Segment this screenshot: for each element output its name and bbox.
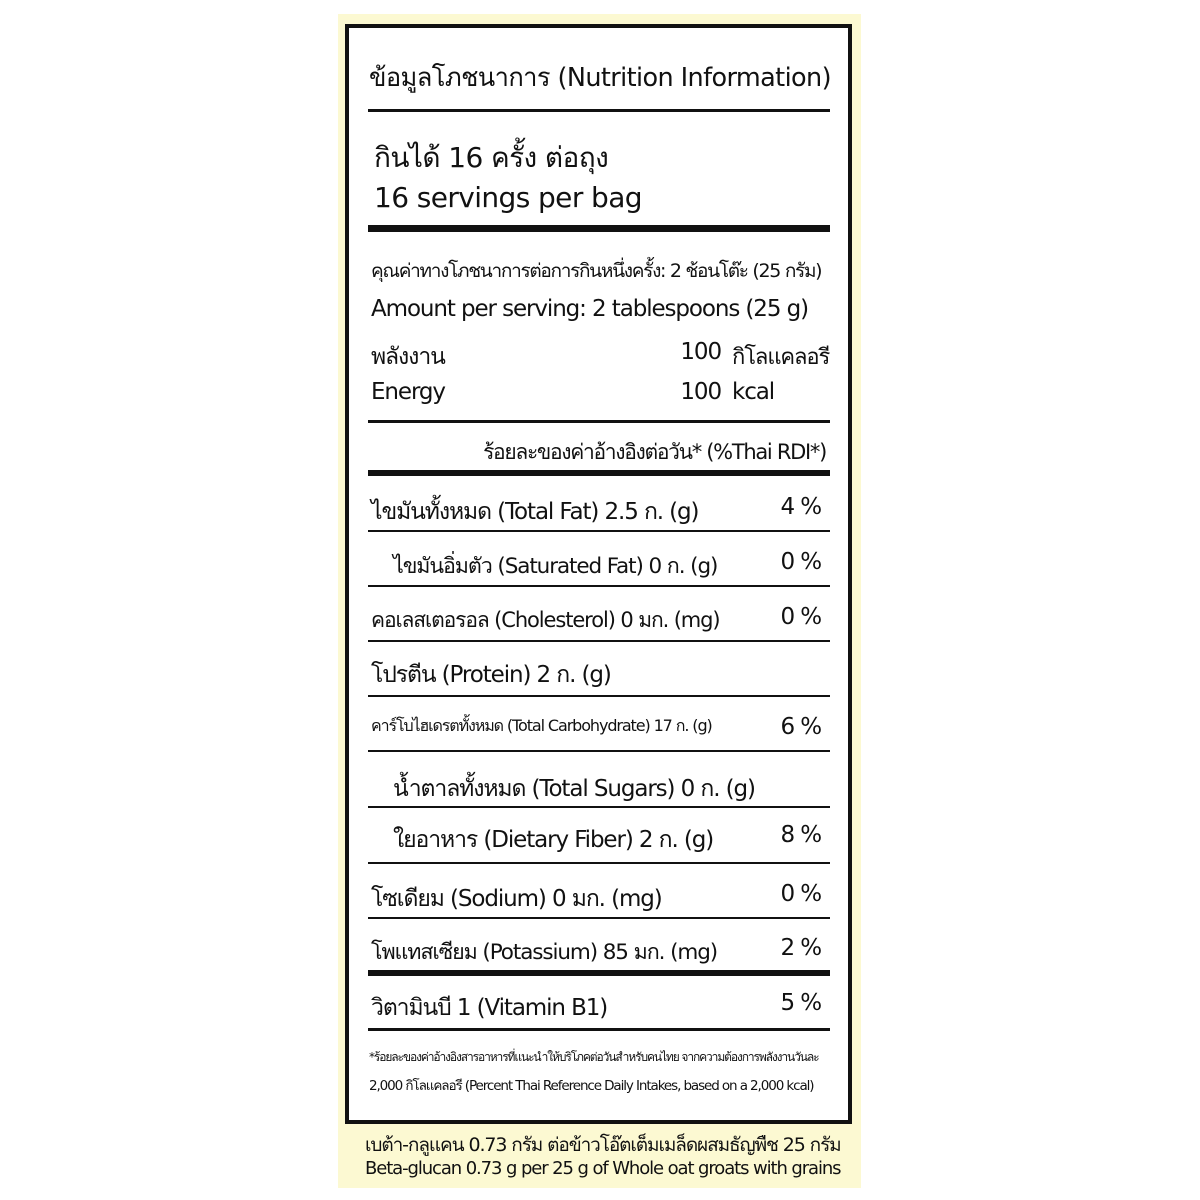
divider: [368, 806, 830, 808]
divider: [368, 695, 830, 697]
percent-dietary-fiber: 8 %: [780, 822, 821, 848]
servings-per-bag-th: กินได้ 16 ครั้ง ต่อถุง: [374, 141, 609, 174]
divider: [368, 640, 830, 642]
panel-title: ข้อมูลโภชนาการ (Nutrition Information): [369, 63, 831, 93]
divider: [368, 750, 830, 752]
energy-label-th: พลังงาน: [371, 344, 445, 370]
footnote-line-1: *ร้อยละของค่าอ้างอิงสารอาหารที่แนะนำให้บริโภคต่อวันสำหรับคนไทย จากความต้องการพลังงานวันละ: [369, 1050, 819, 1064]
percent-cholesterol: 0 %: [780, 604, 821, 630]
nutrient-potassium: โพแทสเซียม (Potassium) 85 มก. (mg): [371, 940, 718, 965]
beta-glucan-en: Beta-glucan 0.73 g per 25 g of Whole oat groats with grains: [365, 1158, 841, 1179]
percent-vitamin-b1: 5 %: [780, 990, 821, 1016]
energy-unit-th: กิโลแคลอรี: [732, 345, 830, 370]
divider: [368, 1028, 830, 1031]
divider: [368, 530, 830, 532]
divider: [368, 917, 830, 919]
divider: [368, 862, 830, 864]
serving-size-th: คุณค่าทางโภชนาการต่อการกินหนึ่งครั้ง: 2 ช้อนโต๊ะ (25 กรัม): [371, 260, 822, 282]
energy-unit-en: kcal: [732, 379, 775, 405]
energy-label-en: Energy: [371, 379, 445, 405]
beta-glucan-th: เบต้า-กลูแคน 0.73 กรัม ต่อข้าวโอ๊ตเต็มเมล็ดผสมธัญพืช 25 กรัม: [365, 1134, 841, 1156]
footnote-line-2: 2,000 กิโลแคลอรี (Percent Thai Reference Daily Intakes, based on a 2,000 kcal): [369, 1078, 814, 1094]
percent-total-carbohydrate: 6 %: [780, 714, 821, 740]
percent-total-fat: 4 %: [780, 494, 821, 520]
nutrient-protein: โปรตีน (Protein) 2 ก. (g): [371, 662, 611, 688]
thick-divider: [368, 470, 830, 476]
energy-value-en: 100: [680, 379, 721, 405]
percent-saturated-fat: 0 %: [780, 549, 821, 575]
nutrient-cholesterol: คอเลสเตอรอล (Cholesterol) 0 มก. (mg): [371, 608, 720, 632]
nutrient-total-fat: ไขมันทั้งหมด (Total Fat) 2.5 ก. (g): [371, 499, 699, 525]
rdi-header: ร้อยละของค่าอ้างอิงต่อวัน* (%Thai RDI*): [483, 440, 826, 464]
nutrient-total-carbohydrate: คาร์โบไฮเดรตทั้งหมด (Total Carbohydrate) 17 ก. (g): [371, 716, 712, 735]
thick-divider: [368, 225, 830, 232]
energy-value-th: 100: [680, 339, 721, 365]
percent-potassium: 2 %: [780, 935, 821, 961]
nutrient-dietary-fiber: ใยอาหาร (Dietary Fiber) 2 ก. (g): [393, 827, 714, 853]
nutrient-vitamin-b1: วิตามินบี 1 (Vitamin B1): [371, 995, 608, 1021]
servings-per-bag-en: 16 servings per bag: [374, 181, 642, 214]
divider: [368, 109, 830, 112]
nutrient-sodium: โซเดียม (Sodium) 0 มก. (mg): [371, 886, 662, 912]
serving-size-en: Amount per serving: 2 tablespoons (25 g): [371, 296, 808, 322]
divider: [368, 420, 830, 423]
nutrition-facts-panel: [345, 24, 852, 1124]
percent-sodium: 0 %: [780, 881, 821, 907]
thick-divider: [368, 970, 830, 976]
nutrient-saturated-fat: ไขมันอิ่มตัว (Saturated Fat) 0 ก. (g): [393, 554, 718, 579]
divider: [368, 585, 830, 587]
nutrient-total-sugars: น้ำตาลทั้งหมด (Total Sugars) 0 ก. (g): [393, 776, 755, 802]
